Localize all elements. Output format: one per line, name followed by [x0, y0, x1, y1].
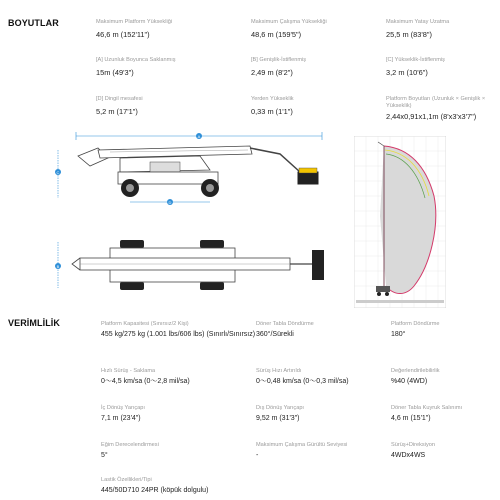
spec-label: Döner Tabla Döndürme	[256, 321, 314, 327]
spec-label: Dış Dönüş Yarıçapı	[256, 405, 304, 411]
spec-value: 0～0,48 km/sa (0～0,3 mil/sa)	[256, 377, 349, 385]
spec-outside-turning-radius	[256, 405, 406, 423]
spec-wheelbase	[96, 96, 246, 116]
spec-gradeability	[391, 368, 500, 386]
spec-stowed-length	[96, 57, 246, 77]
dimension-b-label: B	[56, 264, 60, 269]
spec-value: 455 kg/275 kg (1.001 lbs/606 lbs) (Sınırlı/Sınırsız)	[101, 330, 256, 338]
spec-value: 4WDx4WS	[391, 451, 426, 459]
spec-label: Maksimum Yatay Uzatma	[386, 19, 450, 25]
spec-label: Maksimum Çalışma Yüksekliği	[251, 19, 327, 25]
spec-value: 25,5 m (83'8")	[386, 29, 432, 39]
spec-value: %40 (4WD)	[391, 377, 428, 385]
working-range-chart	[354, 136, 446, 308]
spec-label: Sürüş Hızı Artırıldı	[256, 368, 302, 374]
spec-turntable-rotation	[256, 321, 406, 339]
spec-max-horizontal-reach	[386, 19, 500, 39]
spec-value: 7,1 m (23'4")	[101, 414, 141, 422]
spec-label: İç Dönüş Yarıçapı	[101, 405, 145, 411]
spec-stowed-height	[386, 57, 500, 77]
section-title-dimensions: BOYUTLAR	[8, 18, 59, 28]
spec-value: 360°/Sürekli	[256, 330, 294, 338]
spec-value: 48,6 m (159'5")	[251, 29, 302, 39]
spec-label: Sürüş+Direksiyon	[391, 442, 435, 448]
dimension-c-label: C	[56, 170, 60, 175]
spec-label: [C] Yükseklik-İstiflenmiş	[386, 57, 445, 63]
spec-max-working-height	[251, 19, 401, 39]
spec-value: 4,6 m (15'1")	[391, 414, 431, 422]
spec-label: Maksimum Çalışma Gürültü Seviyesi	[256, 442, 348, 448]
spec-label: Hızlı Sürüş - Saklama	[101, 368, 156, 374]
spec-label: Maksimum Platform Yüksekliği	[96, 19, 173, 25]
spec-value: -	[256, 451, 259, 459]
spec-tire-type	[101, 477, 301, 495]
spec-platform-rotation	[391, 321, 500, 339]
spec-platform-dimensions	[386, 96, 494, 121]
spec-drive-speed-raised	[256, 368, 406, 386]
spec-max-platform-height	[96, 19, 246, 39]
spec-label: [B] Genişlik-İstiflenmiş	[251, 57, 307, 63]
spec-drive-steer	[391, 442, 500, 460]
spec-label: Döner Tabla Kuyruk Salınımı	[391, 405, 463, 411]
spec-slope-rating	[101, 442, 251, 460]
spec-value: 2,49 m (8'2")	[251, 67, 293, 77]
spec-label: Yerden Yükseklik	[251, 96, 294, 102]
spec-label: Platform Kapasitesi (Sınırsız/2 Kişi)	[101, 321, 189, 327]
spec-value: 2,44x0,91x1,1m (8'x3'x3'7")	[386, 111, 477, 121]
spec-noise-level	[256, 442, 406, 460]
spec-value: 46,6 m (152'11")	[96, 29, 150, 39]
spec-value: 5,2 m (17'1")	[96, 106, 138, 116]
spec-value: 5°	[101, 451, 108, 459]
machine-side-view-diagram	[50, 128, 350, 208]
section-title-performance: VERİMLİLİK	[8, 318, 60, 328]
spec-label: Lastik Özellikleri/Tipi	[101, 477, 152, 483]
spec-value: 180°	[391, 330, 406, 338]
machine-top-view-diagram	[50, 236, 350, 296]
spec-value: 445/50D710 24PR (köpük dolgulu)	[101, 486, 209, 494]
dimension-d-label: D	[168, 200, 172, 205]
spec-value: 15m (49'3")	[96, 67, 134, 77]
spec-ground-clearance	[251, 96, 401, 116]
spec-label: [A] Uzunluk Boyunca Saklanmış	[96, 57, 176, 63]
spec-inside-turning-radius	[101, 405, 251, 423]
spec-label: Platform Döndürme	[391, 321, 440, 327]
spec-stowed-width	[251, 57, 401, 77]
spec-drive-speed-stowed	[101, 368, 251, 386]
spec-value: 0～4,5 km/sa (0～2,8 mil/sa)	[101, 377, 190, 385]
spec-label: [D] Dingil mesafesi	[96, 96, 143, 102]
spec-value: 9,52 m (31'3")	[256, 414, 300, 422]
spec-value: 3,2 m (10'6")	[386, 67, 428, 77]
spec-platform-capacity	[101, 321, 261, 339]
spec-value: 0,33 m (1'1")	[251, 106, 293, 116]
spec-label: Değerlendirilebilirlik	[391, 368, 440, 374]
spec-tailswing	[391, 405, 500, 423]
dimension-a-label: A	[197, 134, 201, 139]
spec-label: Platform Boyutları (Uzunluk × Genişlik × Yükseklik)	[386, 96, 486, 109]
spec-label: Eğim Derecelendirmesi	[101, 442, 159, 448]
